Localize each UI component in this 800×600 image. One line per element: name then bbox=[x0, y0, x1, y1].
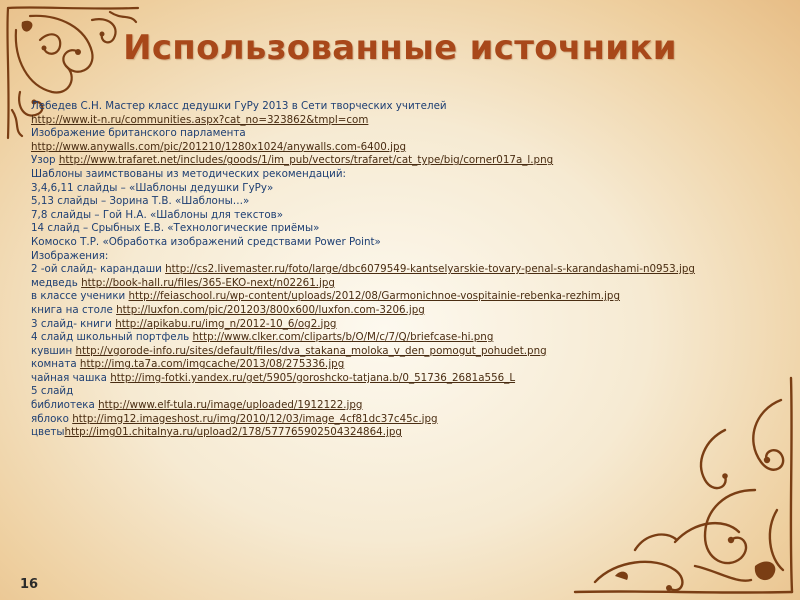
source-line bbox=[31, 141, 791, 155]
source-text: комната bbox=[31, 358, 80, 371]
source-line bbox=[31, 222, 791, 236]
source-text: Комоско Т.Р. «Обработка изображений средствами Power Point» bbox=[31, 235, 381, 248]
source-text: 4 слайд школьный портфель bbox=[31, 331, 193, 344]
source-text: 2 -ой слайд- карандаши bbox=[31, 263, 166, 276]
source-link[interactable]: http://feiaschool.ru/wp-content/uploads/2012/08/Garmonichnoe-vospitainie-rebenka-rezhim.jpg bbox=[128, 290, 620, 303]
source-text: 7,8 слайды – Гой Н.А. «Шаблоны для текстов» bbox=[31, 208, 284, 221]
source-text: Лебедев С.Н. Мастер класс дедушки ГуРу 2013 в Сети творческих учителей bbox=[31, 100, 447, 112]
source-line bbox=[31, 263, 791, 277]
source-text: Изображение британского парламента bbox=[31, 127, 246, 140]
source-link[interactable]: http://book-hall.ru/files/365-EKO-next/n02261.jpg bbox=[81, 276, 335, 289]
source-line bbox=[31, 413, 791, 427]
source-text: 5,13 слайды – Зорина Т.В. «Шаблоны…» bbox=[31, 195, 250, 208]
source-text: библиотека bbox=[31, 399, 99, 412]
source-line bbox=[31, 385, 791, 399]
source-link[interactable]: http://www.it-n.ru/communities.aspx?cat_no=323862&tmpl=com bbox=[31, 113, 369, 126]
source-link[interactable]: http://www.trafaret.net/includes/goods/1/im_pub/vectors/trafaret/cat_type/big/corner017a_l.png bbox=[58, 154, 554, 167]
source-line bbox=[31, 426, 791, 440]
source-link[interactable]: http://img01.chitalnya.ru/upload2/178/577765902504324864.jpg bbox=[64, 426, 402, 439]
source-line bbox=[31, 345, 791, 359]
source-text: кувшин bbox=[31, 344, 76, 357]
source-text: медведь bbox=[31, 276, 82, 289]
source-link[interactable]: http://www.elf-tula.ru/image/uploaded/1912122.jpg bbox=[98, 399, 363, 412]
source-text: 3 слайд- книги bbox=[31, 317, 116, 330]
source-link[interactable]: http://img12.imageshost.ru/img/2010/12/03/image_4cf81dc37c45c.jpg bbox=[72, 412, 438, 425]
source-text: Узор bbox=[31, 154, 59, 167]
source-text: Шаблоны заимствованы из методических рекомендаций: bbox=[31, 167, 347, 180]
source-line bbox=[31, 195, 791, 209]
source-text: в классе ученики bbox=[31, 290, 129, 303]
source-line bbox=[31, 114, 791, 128]
source-line bbox=[31, 318, 791, 332]
page-number: 16 bbox=[20, 577, 39, 592]
source-text: 14 слайд – Срыбных Е.В. «Технологические приёмы» bbox=[31, 222, 320, 235]
source-line bbox=[31, 168, 791, 182]
source-line bbox=[31, 358, 791, 372]
source-link[interactable]: http://www.clker.com/cliparts/b/O/M/c/7/Q/briefcase-hi.png bbox=[192, 331, 494, 344]
source-link[interactable]: http://img.ta7a.com/imgcache/2013/08/275336.jpg bbox=[79, 358, 345, 371]
source-link[interactable]: http://vgorode-info.ru/sites/default/files/dva_stakana_moloka_v_den_pomogut_pohudet.png bbox=[75, 344, 547, 357]
sources-list bbox=[31, 100, 791, 440]
source-text: чайная чашка bbox=[31, 371, 111, 384]
source-link[interactable]: http://img-fotki.yandex.ru/get/5905/goroshcko-tatjana.b/0_51736_2681a556_L bbox=[110, 371, 516, 384]
source-line bbox=[31, 304, 791, 318]
source-line bbox=[31, 127, 791, 141]
source-line bbox=[31, 372, 791, 386]
source-link[interactable]: http://luxfon.com/pic/201203/800x600/luxfon.com-3206.jpg bbox=[116, 303, 425, 316]
source-line bbox=[31, 154, 791, 168]
source-link[interactable]: http://cs2.livemaster.ru/foto/large/dbc6079549-kantselyarskie-tovary-penal-s-karandashami-n0953.jpg bbox=[165, 263, 695, 276]
source-line bbox=[31, 100, 791, 114]
source-text: книга на столе bbox=[31, 303, 117, 316]
source-link[interactable]: http://apikabu.ru/img_n/2012-10_6/og2.jpg bbox=[115, 317, 337, 330]
source-line bbox=[31, 209, 791, 223]
source-line bbox=[31, 236, 791, 250]
source-line bbox=[31, 277, 791, 291]
slide-title: Использованные источники bbox=[123, 28, 677, 68]
source-link[interactable]: http://www.anywalls.com/pic/201210/1280x1024/anywalls.com-6400.jpg bbox=[31, 140, 407, 153]
source-text: 5 слайд bbox=[31, 385, 74, 398]
source-line bbox=[31, 331, 791, 345]
source-line bbox=[31, 182, 791, 196]
source-text: яблоко bbox=[31, 412, 73, 425]
source-text: Изображения: bbox=[31, 249, 109, 262]
source-text: 3,4,6,11 слайды – «Шаблоны дедушки ГуРу» bbox=[31, 181, 274, 194]
source-line bbox=[31, 399, 791, 413]
source-line bbox=[31, 290, 791, 304]
source-text: цветы bbox=[31, 426, 65, 439]
source-line bbox=[31, 250, 791, 264]
